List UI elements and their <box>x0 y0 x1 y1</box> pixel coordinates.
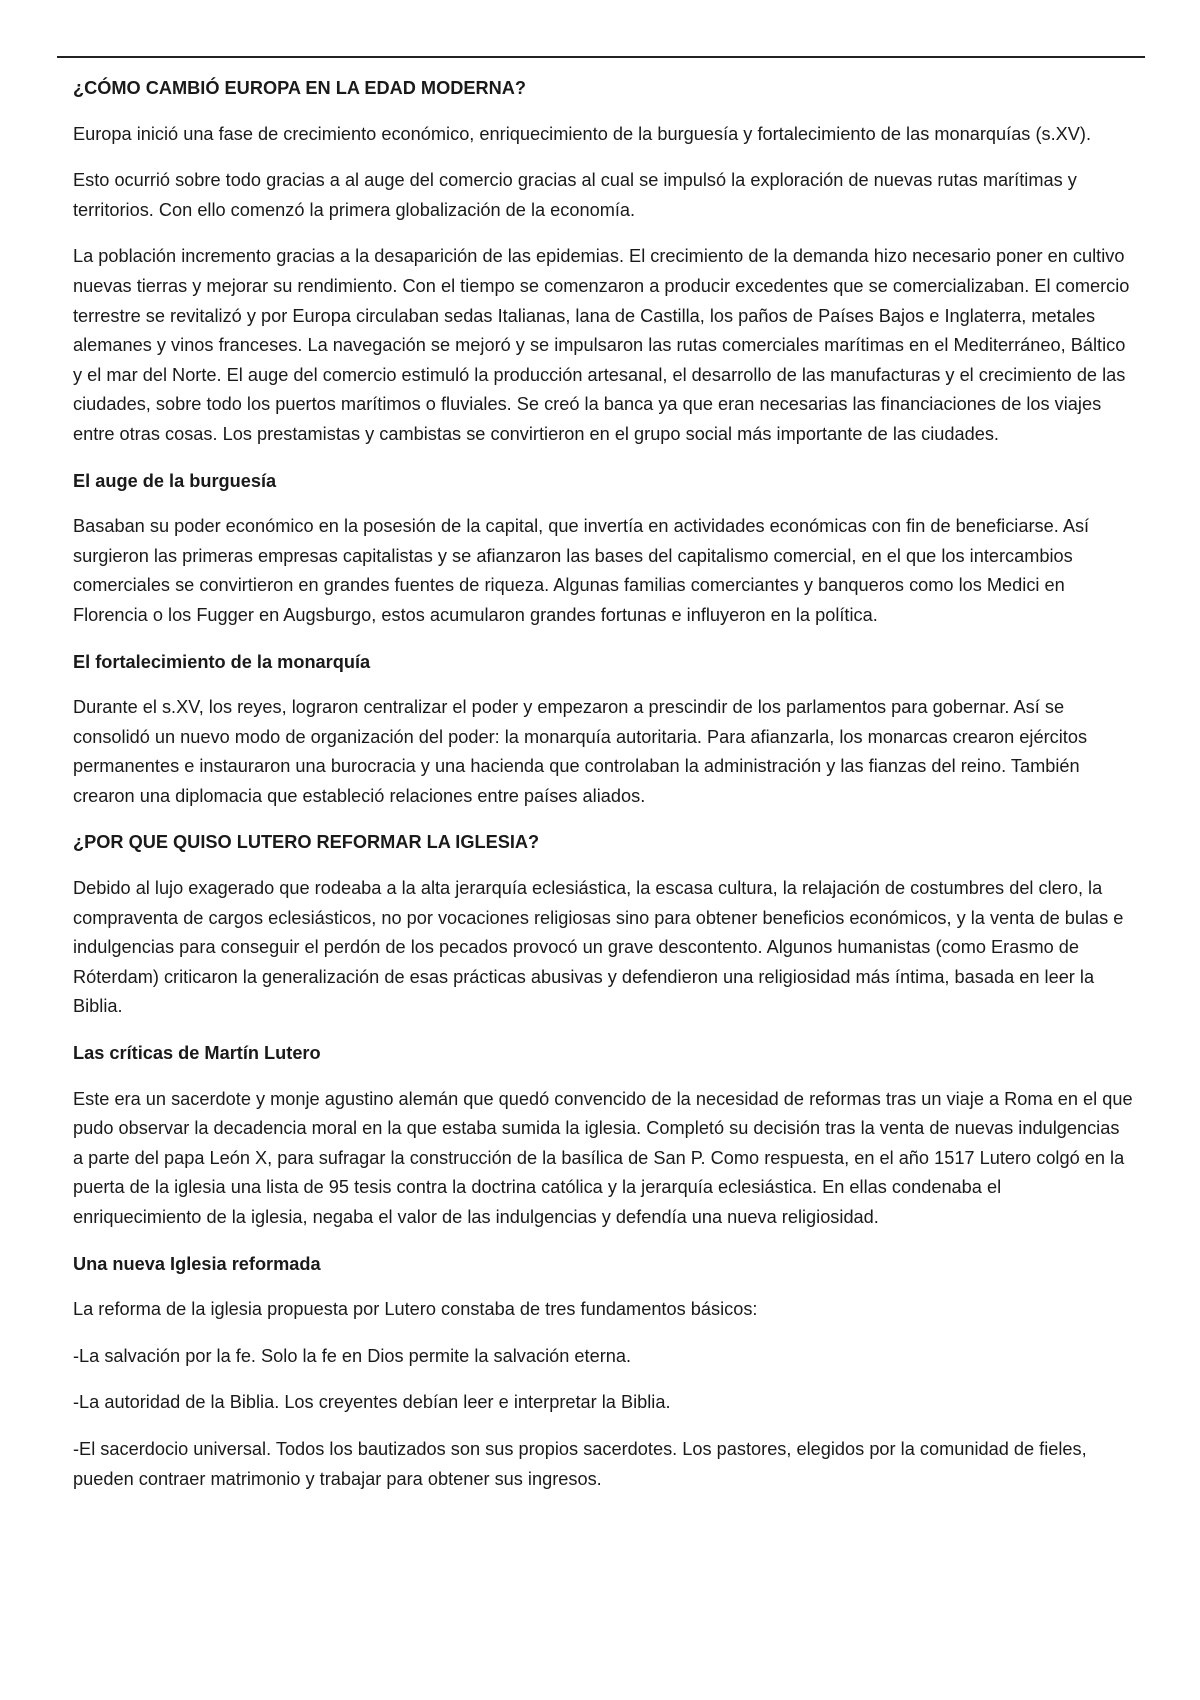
paragraph: Este era un sacerdote y monje agustino alemán que quedó convencido de la necesidad de reformas tras un viaje a Roma en el que pudo observar la decadencia moral en la que estaba sumida la iglesia. Completó su decisión tras la venta de nuevas indulgencias a parte del papa León X, para sufragar la construcción de la basílica de San P. Como respuesta, en el año 1517 Lutero colgó en la puerta de la iglesia una lista de 95 tesis contra la doctrina católica y la jerarquía eclesiástica. En ellas condenaba el enriquecimiento de la iglesia, negaba el valor de las indulgencias y defendía una nueva religiosidad. <box>73 1088 1133 1227</box>
paragraph: La reforma de la iglesia propuesta por Lutero constaba de tres fundamentos básicos: <box>73 1299 758 1320</box>
list-item: -La salvación por la fe. Solo la fe en Dios permite la salvación eterna. <box>73 1345 632 1366</box>
section-heading-iglesia-reformada: Una nueva Iglesia reformada <box>73 1253 321 1274</box>
paragraph: La población incremento gracias a la desaparición de las epidemias. El crecimiento de la demanda hizo necesario poner en cultivo nuevas tierras y mejorar su rendimiento. Con el tiempo se comenzaron a producir excedentes que se comercializaban. El comercio terrestre se revitalizó y por Europa circulaban sedas Italianas, lana de Castilla, los paños de Países Bajos e Inglaterra, metales alemanes y vinos franceses. La navegación se mejoró y se impulsaron las rutas comerciales marítimas en el Mediterráneo, Báltico y el mar del Norte. El auge del comercio estimuló la producción artesanal, el desarrollo de las manufacturas y el crecimiento de las ciudades, sobre todo los puertos marítimos o fluviales. Se creó la banca ya que eran necesarias las financiaciones de los viajes entre otras cosas. Los prestamistas y cambistas se convirtieron en el grupo social más importante de las ciudades. <box>73 246 1130 444</box>
section-heading-criticas-lutero: Las críticas de Martín Lutero <box>73 1043 321 1064</box>
section-heading-europa: ¿CÓMO CAMBIÓ EUROPA EN LA EDAD MODERNA? <box>73 78 526 98</box>
top-rule-divider <box>57 56 1145 58</box>
paragraph: Esto ocurrió sobre todo gracias a al auge del comercio gracias al cual se impulsó la exploración de nuevas rutas marítimas y territorios. Con ello comenzó la primera globalización de la economía. <box>73 170 1077 220</box>
paragraph: Basaban su poder económico en la posesión de la capital, que invertía en actividades económicas con fin de beneficiarse. Así surgieron las primeras empresas capitalistas y se afianzaron las bases del capitalismo comercial, en el que los intercambios comerciales se convirtieron en grandes fuentes de riqueza. Algunas familias comerciantes y banqueros como los Medici en Florencia o los Fugger en Augsburgo, estos acumularon grandes fortunas e influyeron en la política. <box>73 516 1090 625</box>
section-heading-lutero-reforma: ¿POR QUE QUISO LUTERO REFORMAR LA IGLESIA? <box>73 832 540 853</box>
list-item: -El sacerdocio universal. Todos los bautizados son sus propios sacerdotes. Los pastores, elegidos por la comunidad de fieles, pueden contraer matrimonio y trabajar para obtener sus ingresos. <box>73 1438 1087 1489</box>
section-heading-burguesia: El auge de la burguesía <box>73 470 277 491</box>
paragraph: Durante el s.XV, los reyes, lograron centralizar el poder y empezaron a prescindir de los parlamentos para gobernar. Así se consolidó un nuevo modo de organización del poder: la monarquía autoritaria. Para afianzarla, los monarcas crearon ejércitos permanentes e instauraron una burocracia y una hacienda que controlaban la administración y las fianzas del reino. También crearon una diplomacia que estableció relaciones entre países aliados. <box>73 697 1088 806</box>
section-heading-monarquia: El fortalecimiento de la monarquía <box>73 651 371 672</box>
paragraph: Debido al lujo exagerado que rodeaba a la alta jerarquía eclesiástica, la escasa cultura, la relajación de costumbres del clero, la compraventa de cargos eclesiásticos, no por vocaciones religiosas sino para obtener beneficios económicos, y la venta de bulas e indulgencias para conseguir el perdón de los pecados provocó un grave descontento. Algunos humanistas (como Erasmo de Róterdam) criticaron la generalización de esas prácticas abusivas y defendieron una religiosidad más íntima, basada en leer la Biblia. <box>73 878 1124 1017</box>
paragraph: Europa inició una fase de crecimiento económico, enriquecimiento de la burguesía y fortalecimiento de las monarquías (s.XV). <box>73 123 1092 144</box>
document-body <box>73 74 1133 1494</box>
list-item: -La autoridad de la Biblia. Los creyentes debían leer e interpretar la Biblia. <box>73 1392 671 1413</box>
